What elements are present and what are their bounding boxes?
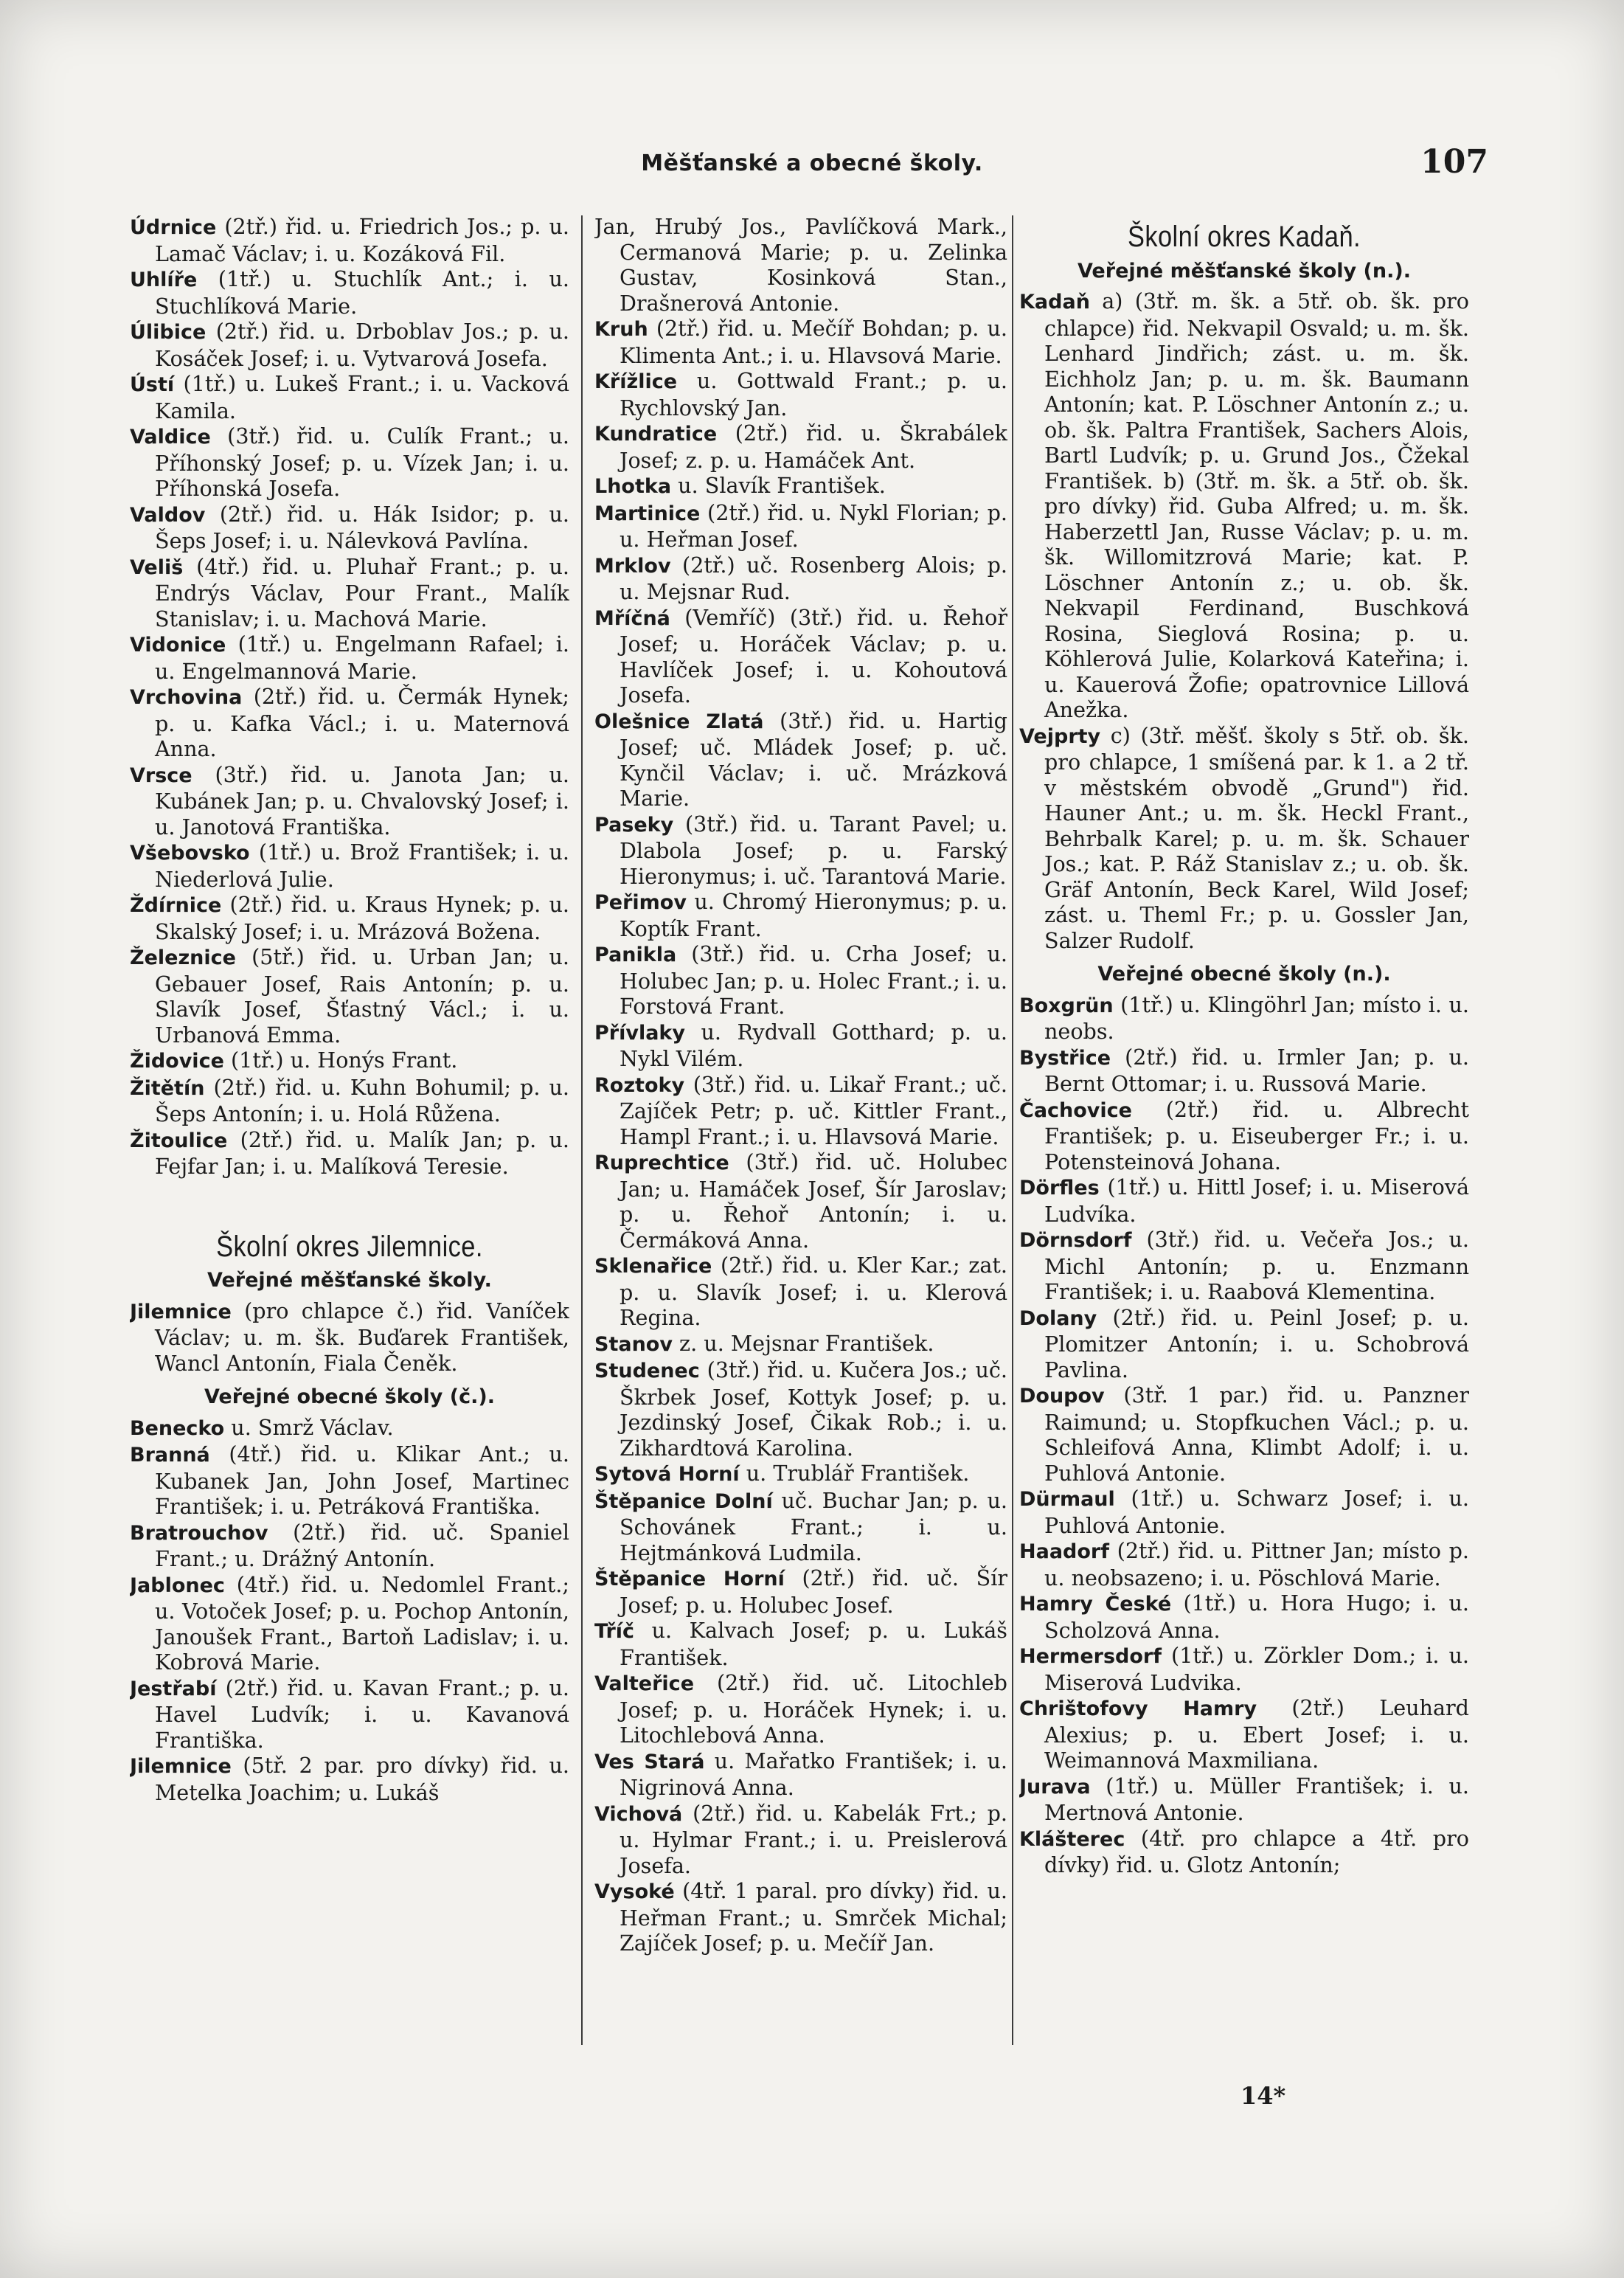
place-name: Štěpanice Dolní [594, 1489, 773, 1513]
place-name: Ústí [130, 373, 175, 396]
column-divider [581, 215, 583, 2045]
right-column [1019, 214, 1469, 2051]
place-name: Vichová [594, 1802, 683, 1826]
staff-list: (3tř.) řid. uč. Holubec Jan; u. Hamáček Josef, Šír Jaroslav; p. u. Řehoř Antonín; i. u. Čermáková Anna. [620, 1149, 1007, 1253]
place-name: Dörnsdorf [1019, 1229, 1132, 1252]
place-name: Sytová Horní [594, 1463, 740, 1486]
place-name: Železnice [130, 946, 236, 969]
staff-list: u. Gottwald Frant.; p. u. Rychlovský Jan. [620, 368, 1007, 420]
spacer [130, 1180, 569, 1224]
place-name: Valdice [130, 426, 211, 449]
place-name: Stanov [594, 1332, 673, 1356]
place-name: Roztoky [594, 1073, 685, 1097]
place-name: Lhotka [594, 475, 672, 498]
place-name: Dolany [1019, 1306, 1097, 1330]
place-name: Bratrouchov [130, 1521, 268, 1545]
school-entry [594, 1488, 1007, 1566]
school-entry [594, 1748, 1007, 1801]
staff-list: (2tř.) řid. u. Čermák Hynek; p. u. Kafka Václ.; i. u. Maternová Anna. [155, 684, 569, 761]
place-name: Boxgrün [1019, 994, 1114, 1017]
school-entry [130, 839, 569, 892]
place-name: Přívlaky [594, 1021, 685, 1045]
place-name: Ves Stará [594, 1750, 705, 1773]
staff-list: u. Kalvach Josef; p. u. Lukáš František. [620, 1618, 1007, 1670]
staff-list: (2tř.) řid. uč. Litochleb Josef; p. u. Horáček Hynek; i. u. Litochlebová Anna. [620, 1670, 1007, 1748]
school-entry [594, 214, 1007, 316]
staff-list: a) (3tř. m. šk. a 5tř. ob. šk. pro chlapce) řid. Nekvapil Osvald; u. m. šk. Lenhard Jindřich; zást. u. m. šk. Eichholz Jan; p. u. m. šk. Baumann Antonín; kat. P. Löschner Antonín z.; u. ob. šk. Paltra František, Sachers Alois, Bartl Ludvík; p. u. Grund Jos., Čžekal František. b) (3tř. m. šk. a 5tř. ob. šk. pro dívky) řid. Guba Alfred; u. m. šk. Haberzettl Jan, Russe Václav; p. u. m. šk. Willomitzrová Marie; kat. P. Löschner Antonín z.; u. ob. šk. Nekvapil Ferdinand, Buschková Rosina, Sieglová Rosina; p. u. Köhlerová Julie, Kolarková Kateřina; i. u. Kauerová Žofie; opatrovnice Lillová Anežka. [1044, 288, 1469, 722]
staff-list: u. Chromý Hieronymus; p. u. Koptík Frant. [620, 889, 1007, 941]
school-entry [130, 1572, 569, 1675]
school-entry [130, 371, 569, 423]
staff-list: (3tř.) řid. u. Kučera Jos.; uč. Škrbek Josef, Kottyk Josef; p. u. Jezdinský Josef, Čikak Rob.; i. u. Zikhardtová Karolina. [620, 1357, 1007, 1461]
entry-list [130, 1415, 569, 1806]
place-name: Branná [130, 1444, 210, 1467]
place-name: Jablonec [130, 1574, 225, 1597]
staff-list: (3tř.) řid. u. Likař Frant.; uč. Zajíček Petr; p. uč. Kittler Frant., Hampl Frant.; i. u. Hlavsová Marie. [620, 1071, 1007, 1149]
staff-list: c) (3tř. měšť. školy s 5tř. ob. šk. pro chlapce, 1 smíšená par. k 1. a 2 tř. v městském obvodě „Grund") řid. Hauner Ant.; u. m. šk. Heckl Frant., Behrbalk Karel; p. u. m. šk. Schauer Jos.; kat. P. Ráž Stanislav z.; u. ob. šk. Gräf Antonín, Beck Karel, Wild Josef; zást. u. Theml Fr.; p. u. Gossler Jan, Salzer Rudolf. [1044, 722, 1469, 953]
staff-list: (1tř.) u. Müller František; i. u. Mertnová Antonie. [1044, 1773, 1469, 1825]
place-name: Vysoké [594, 1880, 675, 1903]
school-entry [1019, 1227, 1469, 1305]
staff-list: (pro chlapce č.) řid. Vaníček Václav; u. m. šk. Buďarek František, Wancl Antonín, Fiala Čeněk. [155, 1298, 569, 1376]
school-entry [594, 1618, 1007, 1670]
place-name: Žitětín [130, 1076, 205, 1100]
place-name: Mříčná [594, 606, 670, 630]
school-entry [130, 892, 569, 944]
place-name: Vidonice [130, 634, 226, 657]
school-entry [130, 684, 569, 762]
school-entry [594, 708, 1007, 811]
school-entry [1019, 1045, 1469, 1097]
place-name: Bystřice [1019, 1046, 1111, 1070]
staff-list: (3tř.) řid. u. Culík Frant.; u. Příhonský Josef; p. u. Vízek Jan; i. u. Příhonská Josefa. [155, 423, 569, 501]
staff-list: u. Smrž Václav. [224, 1414, 394, 1440]
school-entry [594, 1565, 1007, 1618]
school-entry [594, 500, 1007, 553]
school-entry [594, 553, 1007, 605]
school-entry [130, 1520, 569, 1572]
school-entry [594, 605, 1007, 708]
place-name: Chrištofovy Hamry [1019, 1697, 1257, 1720]
place-name: Haadorf [1019, 1540, 1109, 1563]
section-heading: Veřejné měšťanské školy. [207, 1269, 492, 1292]
section-heading: Veřejné obecné školy (n.). [1097, 963, 1391, 986]
place-name: Štěpanice Horní [594, 1568, 785, 1590]
staff-list: u. Rydvall Gotthard; p. u. Nykl Vilém. [620, 1019, 1007, 1071]
place-name: Jestřabí [130, 1677, 217, 1700]
school-entry [130, 762, 569, 840]
running-title: Měšťanské a obecné školy. [641, 150, 983, 176]
school-entry [130, 266, 569, 319]
staff-list: (2tř.) řid. u. Friedrich Jos.; p. u. Lamač Václav; i. u. Kozáková Fil. [155, 214, 569, 266]
staff-list: (1tř.) u. Zörkler Dom.; i. u. Miserová Ludvika. [1044, 1643, 1469, 1695]
place-name: Panikla [594, 944, 677, 966]
school-entry [1019, 723, 1469, 954]
school-entry [594, 889, 1007, 941]
school-entry [130, 1075, 569, 1127]
place-name: Benecko [130, 1416, 225, 1440]
staff-list: (2tř.) řid. u. Kuhn Bohumil; p. u. Šeps Antonín; i. u. Holá Růžena. [155, 1074, 569, 1126]
staff-list: (2tř.) řid. u. Hák Isidor; p. u. Šeps Josef; i. u. Nálevková Pavlína. [155, 501, 569, 553]
school-entry [594, 1253, 1007, 1331]
place-name: Mrklov [594, 554, 671, 578]
staff-list: (2tř.) uč. Rosenberg Alois; p. u. Mejsnar Rud. [620, 552, 1007, 604]
staff-list: (4tř.) řid. u. Pluhař Frant.; p. u. Endrýs Václav, Pour Frant., Malík Stanislav; i. u. Machová Marie. [155, 553, 569, 631]
staff-list: (1tř.) u. Hora Hugo; i. u. Scholzová Anna. [1044, 1590, 1469, 1643]
place-name: Valteřice [594, 1672, 694, 1695]
staff-list: z. u. Mejsnar František. [672, 1330, 934, 1356]
school-entry [594, 1801, 1007, 1879]
staff-list: (2tř.) řid. u. Peinl Josef; p. u. Plomitzer Antonín; i. u. Schobrová Pavlina. [1044, 1304, 1469, 1382]
place-name: Jilemnice [130, 1300, 232, 1323]
place-name: Tříč [594, 1620, 635, 1643]
place-name: Klášterec [1019, 1827, 1125, 1851]
column-divider [1012, 215, 1013, 2045]
staff-list: (4tř.) řid. u. Klikar Ant.; u. Kubanek Jan, John Josef, Martinec František; i. u. Petráková Františka. [155, 1441, 569, 1519]
school-entry [130, 1675, 569, 1753]
staff-list: (4tř. 1 paral. pro dívky) řid. u. Heřman Frant.; u. Smrček Michal; Zajíček Josef; p. u. Mečíř Jan. [620, 1878, 1007, 1956]
school-entry [594, 473, 1007, 500]
place-name: Žitoulice [130, 1129, 228, 1152]
staff-list: (2tř.) řid. u. Kabelák Frt.; p. u. Hylmar Frant.; i. u. Preislerová Josefa. [620, 1800, 1007, 1878]
school-entry [594, 1149, 1007, 1253]
place-name: Olešnice Zlatá [594, 710, 764, 733]
school-entry [594, 316, 1007, 368]
district-heading: Školní okres Kadaň. [1127, 221, 1361, 253]
school-entry [594, 811, 1007, 890]
school-entry [130, 1298, 569, 1377]
signature-mark: 14* [1240, 2082, 1286, 2110]
staff-list: (3tř.) řid. u. Janota Jan; u. Kubánek Jan; p. u. Chvalovský Josef; i. u. Janotová Františka. [155, 761, 569, 839]
staff-list: (5tř.) řid. u. Urban Jan; u. Gebauer Josef, Rais Antonín; p. u. Slavík Josef, Šťastný Václ.; i. u. Urbanová Emma. [155, 944, 569, 1048]
school-entry [594, 420, 1007, 473]
staff-list: (3tř.) řid. u. Hartig Josef; uč. Mládek Josef; p. uč. Kynčil Václav; i. uč. Mrázková Marie. [620, 707, 1007, 811]
staff-list: (2tř.) řid. u. Irmler Jan; p. u. Bernt Ottomar; i. u. Russová Marie. [1044, 1044, 1469, 1096]
place-name: Doupov [1019, 1385, 1105, 1408]
school-entry [594, 1461, 1007, 1488]
school-entry [594, 1670, 1007, 1748]
district-heading: Školní okres Jilemnice. [216, 1230, 483, 1263]
staff-list: (4tř.) řid. u. Nedomlel Frant.; u. Votoček Josef; p. u. Pochop Antonín, Janoušek Frant., Bartoň Ladislav; i. u. Kobrová Marie. [155, 1571, 569, 1675]
staff-list: (4tř. pro chlapce a 4tř. pro dívky) řid. u. Glotz Antonín; [1044, 1825, 1469, 1877]
staff-list: (2tř.) řid. uč. Šír Josef; p. u. Holubec Josef. [620, 1565, 1007, 1618]
school-entry [1019, 1538, 1469, 1590]
school-entry [130, 944, 569, 1048]
place-name: Studenec [594, 1360, 700, 1382]
staff-list: (1tř.) u. Brož František; i. u. Niederlová Julie. [155, 839, 569, 892]
staff-list: (1tř.) u. Klingöhrl Jan; místo i. u. neobs. [1044, 991, 1469, 1044]
place-name: Ždírnice [130, 894, 222, 917]
place-name: Úlibice [130, 321, 207, 344]
entry-list [130, 1298, 569, 1377]
staff-list: u. Trublář František. [739, 1461, 970, 1486]
school-entry [1019, 1695, 1469, 1773]
place-name: Čachovice [1019, 1098, 1132, 1122]
staff-list: (3tř. 1 par.) řid. u. Panzner Raimund; u. Stopfkuchen Václ.; p. u. Schleifová Anna, Klimbt Adolf; i. u. Puhlová Antonie. [1044, 1382, 1469, 1486]
staff-list: (2tř.) řid. u. Kler Kar.; zat. p. u. Slavík Josef; i. u. Klerová Regina. [620, 1253, 1007, 1330]
school-entry [594, 941, 1007, 1019]
staff-list: (2tř.) řid. u. Kraus Hynek; p. u. Skalský Josef; i. u. Mrázová Božena. [155, 892, 569, 944]
school-entry [594, 1878, 1007, 1956]
staff-list: (3tř.) řid. u. Večeřa Jos.; u. Michl Antonín; p. u. Enzmann František; i. u. Raabová Klementina. [1044, 1227, 1469, 1304]
place-name: Veliš [130, 555, 184, 579]
school-entry [594, 1072, 1007, 1150]
staff-list: (2tř.) řid. u. Škrabálek Josef; z. p. u. Hamáček Ant. [620, 420, 1007, 473]
place-name: Hamry České [1019, 1593, 1172, 1616]
school-entry [1019, 288, 1469, 723]
staff-list: (1tř.) u. Lukeš Frant.; i. u. Vacková Kamila. [155, 371, 569, 423]
section-heading: Veřejné měšťanské školy (n.). [1078, 259, 1411, 283]
place-name: Údrnice [130, 216, 217, 239]
school-entry [130, 214, 569, 266]
staff-list: (2tř.) řid. u. Kavan Frant.; p. u. Havel Ludvík; i. u. Kavanová Františka. [155, 1675, 569, 1753]
place-name: Valdov [130, 503, 206, 527]
staff-list: (1tř.) u. Schwarz Josef; i. u. Puhlová Antonie. [1044, 1486, 1469, 1538]
place-name: Hermersdorf [1019, 1645, 1162, 1668]
staff-list: (1tř.) u. Honýs Frant. [223, 1048, 458, 1073]
staff-list: (2tř.) řid. u. Mečíř Bohdan; p. u. Klimenta Ant.; i. u. Hlavsová Marie. [620, 316, 1007, 368]
staff-list: u. Slavík František. [671, 473, 886, 498]
school-entry [1019, 1643, 1469, 1695]
place-name: Křížlice [594, 370, 678, 393]
place-name: Dürmaul [1019, 1488, 1115, 1511]
school-entry [130, 1753, 569, 1805]
school-entry [1019, 1382, 1469, 1486]
place-name: Židovice [130, 1050, 224, 1073]
place-name: Jurava [1019, 1775, 1091, 1798]
school-entry [1019, 1097, 1469, 1175]
entry-list [130, 214, 569, 1180]
staff-list: (2tř.) řid. uč. Spaniel Frant.; u. Drážný Antonín. [155, 1519, 569, 1571]
place-name: Dörfles [1019, 1177, 1100, 1199]
staff-list: (3tř.) řid. u. Crha Josef; u. Holubec Jan; p. u. Holec Frant.; i. u. Forstová Frant. [620, 941, 1007, 1019]
staff-list: (2tř.) řid. u. Drboblav Jos.; p. u. Kosáček Josef; i. u. Vytvarová Josefa. [155, 319, 569, 371]
school-entry [130, 1415, 569, 1442]
place-name: Peřimov [594, 891, 687, 914]
staff-list: (1tř.) u. Hittl Josef; i. u. Miserová Ludvíka. [1044, 1174, 1469, 1227]
school-entry [1019, 1826, 1469, 1878]
school-entry [130, 1127, 569, 1180]
section-heading: Veřejné obecné školy (č.). [204, 1385, 495, 1408]
place-name: Vrsce [130, 764, 192, 787]
school-entry [1019, 992, 1469, 1045]
place-name: Jilemnice [130, 1755, 232, 1778]
school-entry [1019, 1773, 1469, 1826]
staff-list: (2tř.) řid. u. Nykl Florian; p. u. Heřman Josef. [620, 499, 1007, 552]
place-name: Ruprechtice [594, 1152, 729, 1174]
school-entry [130, 319, 569, 371]
school-entry [130, 631, 569, 684]
staff-list: (3tř.) řid. u. Tarant Pavel; u. Dlabola Josef; p. u. Farský Hieronymus; i. uč. Tarantová Marie. [620, 811, 1007, 889]
place-name: Všebovsko [130, 842, 250, 865]
page-number: 107 [1420, 143, 1488, 181]
place-name: Uhlíře [130, 269, 198, 291]
school-entry [1019, 1590, 1469, 1643]
school-entry [1019, 1174, 1469, 1227]
staff-list: (2tř.) řid. u. Pittner Jan; místo p. u. neobsazeno; i. u. Pöschlová Marie. [1044, 1538, 1469, 1590]
place-name: Kundratice [594, 423, 718, 446]
place-name: Paseky [594, 813, 674, 837]
school-entry [130, 1048, 569, 1075]
page-header [125, 143, 1499, 192]
left-column [130, 214, 569, 2051]
middle-column [594, 214, 1007, 2051]
staff-list: (2tř.) Leuhard Alexius; p. u. Ebert Josef; i. u. Weimannová Maxmiliana. [1044, 1695, 1469, 1773]
entry-list [1019, 992, 1469, 1878]
school-entry [594, 1331, 1007, 1358]
staff-list: Jan, Hrubý Jos., Pavlíčková Mark., Cermanová Marie; p. u. Zelinka Gustav, Kosinková Stan., Drašnerová Antonie. [594, 214, 1007, 316]
place-name: Vejprty [1019, 724, 1101, 748]
place-name: Martinice [594, 502, 701, 525]
place-name: Vrchovina [130, 686, 243, 709]
staff-list: (1tř.) u. Stuchlík Ant.; i. u. Stuchlíková Marie. [155, 266, 569, 319]
place-name: Kadaň [1019, 291, 1090, 314]
school-entry [594, 1019, 1007, 1072]
entry-list [594, 214, 1007, 1956]
school-entry [594, 1357, 1007, 1461]
entry-list [1019, 288, 1469, 953]
school-entry [1019, 1486, 1469, 1538]
school-entry [130, 554, 569, 632]
school-entry [1019, 1305, 1469, 1383]
place-name: Sklenařice [594, 1255, 712, 1278]
staff-list: u. Mařatko František; i. u. Nigrinová Anna. [620, 1748, 1007, 1800]
staff-list: (Vemříč) (3tř.) řid. u. Řehoř Josef; u. Horáček Václav; p. u. Havlíček Josef; i. u. Kohoutová Josefa. [620, 604, 1007, 707]
school-entry [594, 368, 1007, 420]
school-entry [130, 502, 569, 554]
place-name: Kruh [594, 318, 648, 341]
staff-list: (1tř.) u. Engelmann Rafael; i. u. Engelmannová Marie. [155, 631, 569, 684]
staff-list: (2tř.) řid. u. Albrecht František; p. u. Eiseuberger Fr.; i. u. Potensteinová Johana. [1044, 1096, 1469, 1174]
staff-list: uč. Buchar Jan; p. u. Schovánek Frant.; i. u. Hejtmánková Ludmila. [620, 1487, 1007, 1565]
school-entry [130, 423, 569, 502]
school-entry [130, 1441, 569, 1520]
staff-list: (2tř.) řid. u. Malík Jan; p. u. Fejfar Jan; i. u. Malíková Teresie. [155, 1126, 569, 1179]
staff-list: (5tř. 2 par. pro dívky) řid. u. Metelka Joachim; u. Lukáš [155, 1753, 569, 1805]
